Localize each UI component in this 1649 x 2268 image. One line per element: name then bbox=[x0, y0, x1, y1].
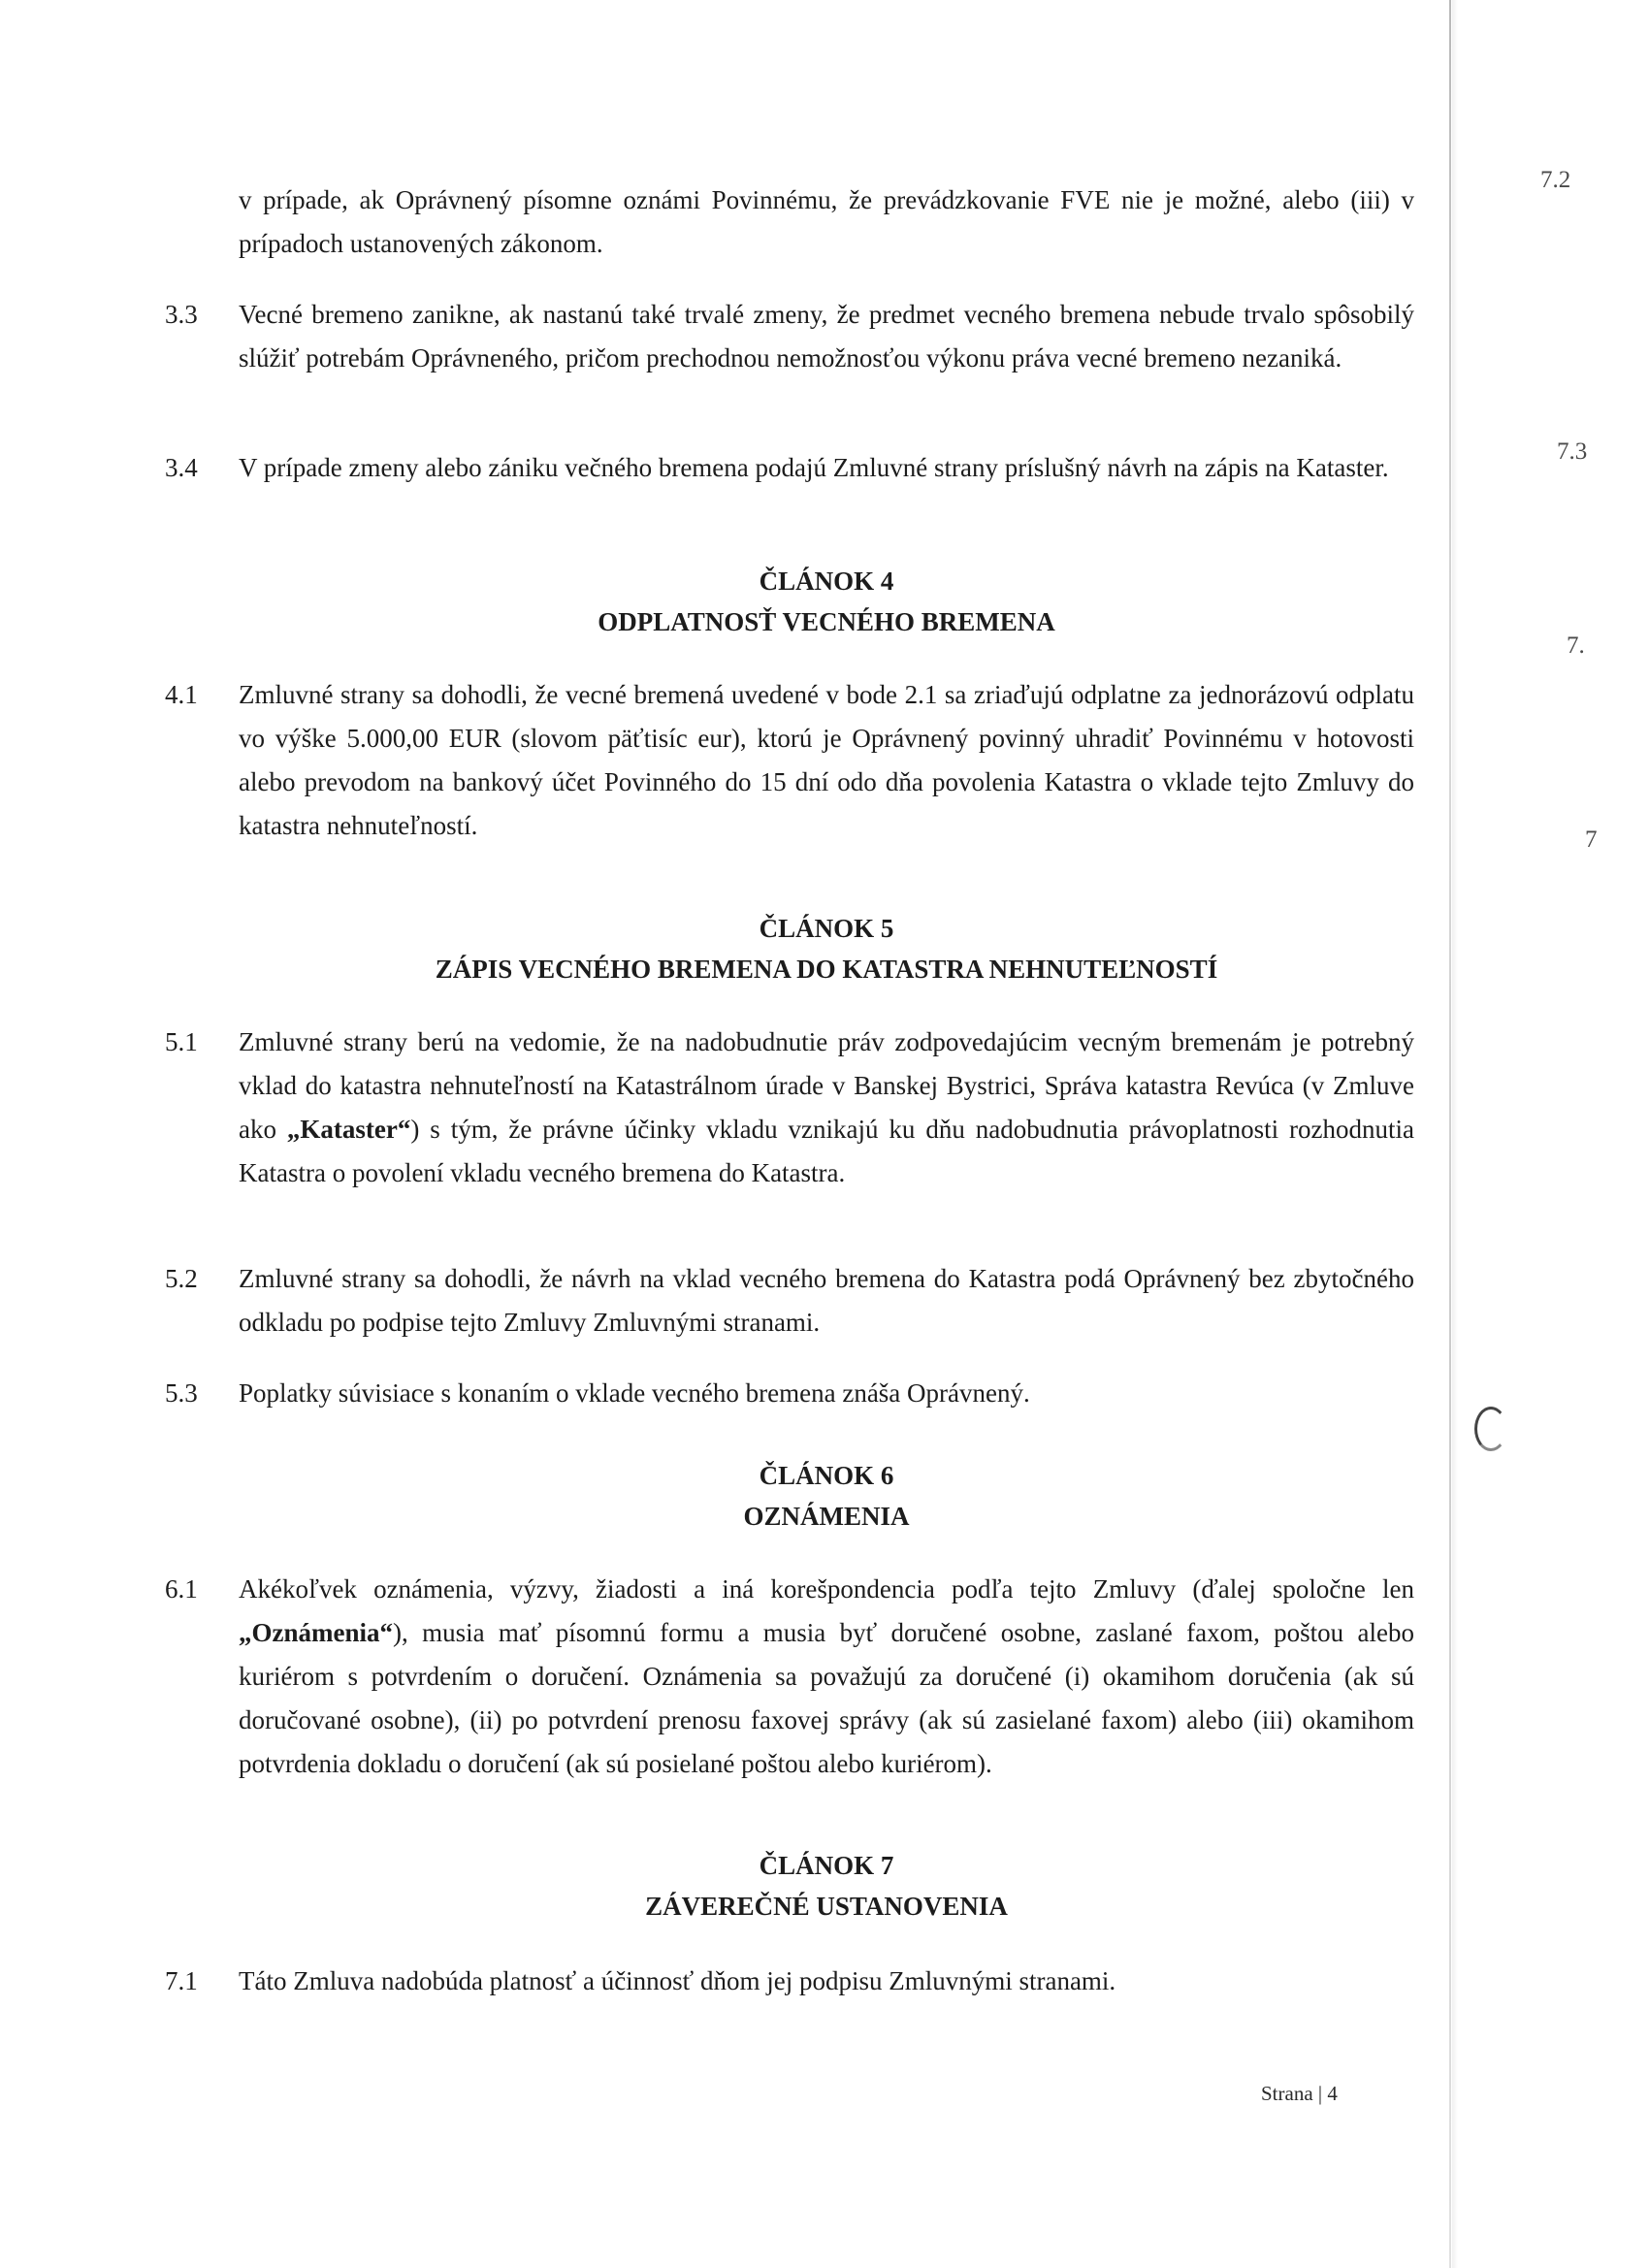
section-3-3-text: Vecné bremeno zanikne, ak nastanú také trvalé zmeny, že predmet vecného bremena nebude trvalo spôsobilý slúžiť potrebám Oprávneného, pričom prechodnou nemožnosťou výkonu práva vecné bremeno nezaniká. bbox=[239, 300, 1414, 373]
scan-page-edge bbox=[1449, 0, 1451, 2268]
bleed-through-number: 7.3 bbox=[1557, 438, 1588, 465]
section-number: 5.2 bbox=[165, 1264, 198, 1293]
bleed-through-number: 7. bbox=[1567, 632, 1585, 659]
section-5-3-text: Poplatky súvisiace s konaním o vklade vecného bremena znáša Oprávnený. bbox=[239, 1378, 1030, 1408]
section-5-2-text: Zmluvné strany sa dohodli, že návrh na vklad vecného bremena do Katastra podá Oprávnený bez zbytočného odkladu po podpise tejto Zmluvy Zmluvnými stranami. bbox=[239, 1264, 1414, 1337]
section-6-1-text: Akékoľvek oznámenia, výzvy, žiadosti a iná korešpondencia podľa tejto Zmluvy (ďalej spoločne len „Oznámenia“), musia mať písomnú formu a musia byť doručené osobne, zaslané faxom, poštou alebo kuriérom s potvrdením o doručení. Oznámenia sa považujú za doručené (i) okamihom doručenia (ak sú doručované osobne), (ii) po potvrdení prenosu faxovej správy (ak sú zasielané faxom) alebo (iii) okamihom potvrdenia dokladu o doručení (ak sú posielané poštou alebo kuriérom). bbox=[239, 1574, 1414, 1778]
section-number: 5.3 bbox=[165, 1378, 198, 1408]
section-4-1-text: Zmluvné strany sa dohodli, že vecné bremená uvedené v bode 2.1 sa zriaďujú odplatne za jednorázovú odplatu vo výške 5.000,00 EUR (slovom päťtisíc eur), ktorú je Oprávnený povinný uhradiť Povinnému v hotovosti alebo prevodom na bankový účet Povinného do 15 dní odo dňa povolenia Katastra o vklade tejto Zmluvy do katastra nehnuteľností. bbox=[239, 680, 1414, 840]
section-number: 6.1 bbox=[165, 1574, 198, 1604]
bleed-through-number: 7 bbox=[1585, 826, 1598, 853]
article-7-title: ČLÁNOK 7 bbox=[759, 1851, 894, 1880]
defined-term: „Oznámenia“ bbox=[239, 1618, 393, 1647]
article-5-subtitle: ZÁPIS VECNÉHO BREMENA DO KATASTRA NEHNUTEĽNOSTÍ bbox=[435, 955, 1218, 984]
article-6-title: ČLÁNOK 6 bbox=[759, 1461, 894, 1490]
section-3-4-text: V prípade zmeny alebo zániku večného bremena podajú Zmluvné strany príslušný návrh na zápis na Kataster. bbox=[239, 453, 1389, 482]
defined-term: „Kataster“ bbox=[286, 1115, 411, 1144]
section-number: 3.4 bbox=[165, 453, 198, 482]
article-7-subtitle: ZÁVEREČNÉ USTANOVENIA bbox=[645, 1892, 1008, 1921]
paragraph-intro: v prípade, ak Oprávnený písomne oznámi Povinnému, že prevádzkovanie FVE nie je možné, alebo (iii) v prípadoch ustanovených zákonom. bbox=[239, 185, 1414, 258]
section-7-1-text: Táto Zmluva nadobúda platnosť a účinnosť dňom jej podpisu Zmluvnými stranami. bbox=[239, 1966, 1116, 1995]
section-number: 4.1 bbox=[165, 680, 198, 709]
section-number: 7.1 bbox=[165, 1966, 198, 1995]
page-number: Strana | 4 bbox=[1261, 2082, 1338, 2105]
article-4-title: ČLÁNOK 4 bbox=[759, 567, 894, 596]
section-5-1-text: Zmluvné strany berú na vedomie, že na nadobudnutie práv zodpovedajúcim vecným bremenám je potrebný vklad do katastra nehnuteľností na Katastrálnom úrade v Banskej Bystrici, Správa katastra Revúca (v Zmluve ako „Kataster“) s tým, že právne účinky vkladu vznikajú ku dňu nadobudnutia právoplatnosti rozhodnutia Katastra o povolení vkladu vecného bremena do Katastra. bbox=[239, 1027, 1415, 1187]
punch-hole-icon bbox=[1474, 1407, 1507, 1451]
article-4-subtitle: ODPLATNOSŤ VECNÉHO BREMENA bbox=[598, 607, 1055, 636]
bleed-through-number: 7.2 bbox=[1540, 167, 1571, 193]
section-number: 5.1 bbox=[165, 1027, 198, 1056]
article-5-title: ČLÁNOK 5 bbox=[759, 914, 894, 943]
article-6-subtitle: OZNÁMENIA bbox=[743, 1502, 910, 1531]
section-number: 3.3 bbox=[165, 300, 198, 329]
scan-edge-shadow bbox=[1452, 0, 1458, 2268]
